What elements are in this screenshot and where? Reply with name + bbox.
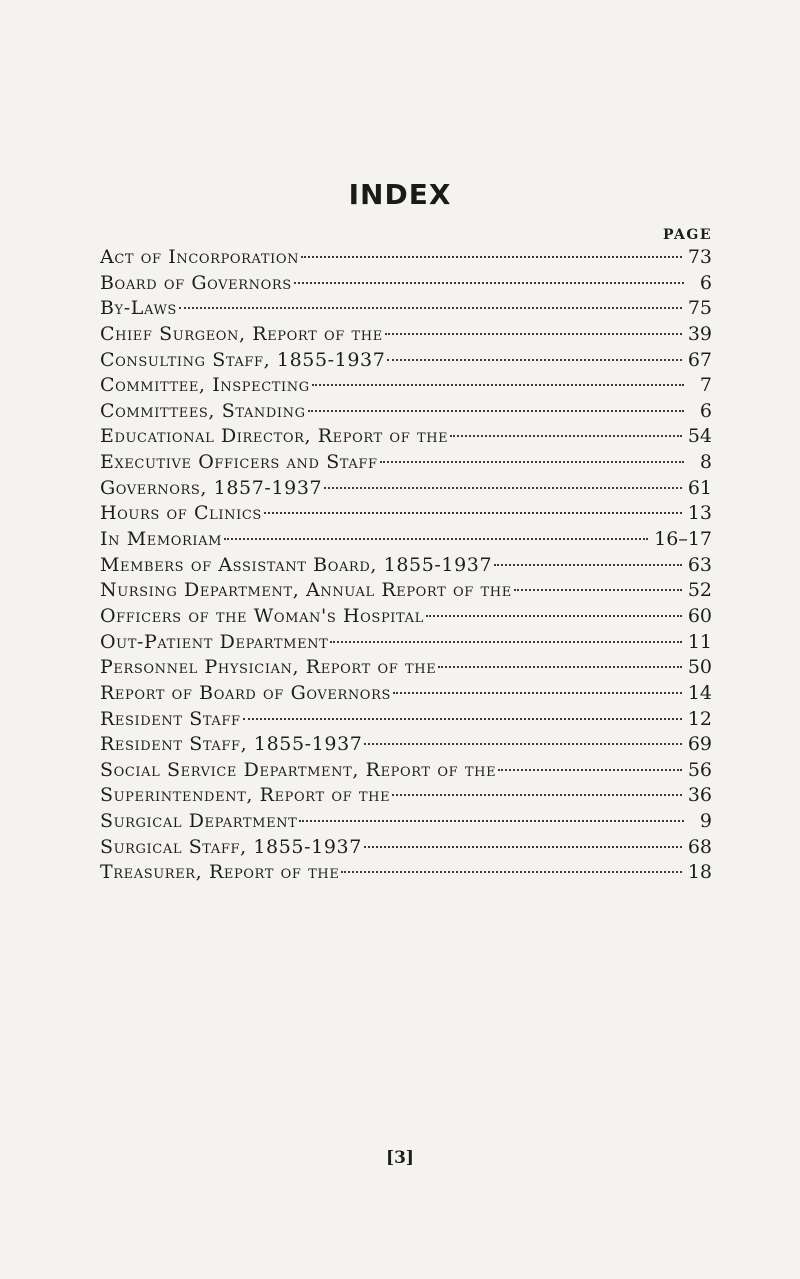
dot-leader <box>294 281 684 284</box>
dot-leader <box>498 768 682 771</box>
index-entry-label: Treasurer, Report of the <box>100 861 340 884</box>
index-entry-page: 16–17 <box>654 528 712 551</box>
index-entry-page: 50 <box>687 656 712 679</box>
index-entry-page: 75 <box>687 297 712 320</box>
dot-leader <box>179 306 682 309</box>
index-entry-page: 56 <box>687 758 712 781</box>
dot-leader <box>341 870 681 873</box>
index-entry <box>100 631 712 657</box>
index-entry-page: 14 <box>687 681 712 704</box>
index-entry-page: 7 <box>699 374 712 397</box>
index-entry <box>100 246 712 272</box>
page-number: [3] <box>386 1148 414 1168</box>
index-entry-label: Report of Board of Governors <box>100 681 391 704</box>
index-entry-page: 67 <box>687 348 712 371</box>
index-entry-label: By-Laws <box>100 297 177 320</box>
index-entry <box>100 451 712 477</box>
index-entry-label: Governors, 1857-1937 <box>100 476 323 499</box>
index-entry <box>100 810 712 836</box>
dot-leader <box>264 511 682 514</box>
index-entry-label: Consulting Staff, 1855-1937 <box>100 348 386 371</box>
dot-leader <box>426 614 682 617</box>
index-entry-label: Board of Governors <box>100 271 292 294</box>
index-entry-label: Members of Assistant Board, 1855-1937 <box>100 553 493 576</box>
dot-leader <box>364 845 682 848</box>
index-entry-page: 54 <box>687 425 712 448</box>
index-entry-label: Executive Officers and Staff <box>100 451 378 474</box>
dot-leader <box>450 434 682 437</box>
index-entry-label: Educational Director, Report of the <box>100 425 449 448</box>
index-entry-label: Hours of Clinics <box>100 502 262 525</box>
dot-leader <box>387 358 681 361</box>
index-entry-label: Resident Staff, 1855-1937 <box>100 733 363 756</box>
index-entry <box>100 759 712 785</box>
index-entry-label: Committees, Standing <box>100 399 306 422</box>
index-entry-label: Nursing Department, Annual Report of the <box>100 579 512 602</box>
index-entry <box>100 323 712 349</box>
index-list <box>100 246 712 887</box>
dot-leader <box>243 717 682 720</box>
index-entry <box>100 477 712 503</box>
index-entry-label: Social Service Department, Report of the <box>100 758 497 781</box>
index-entry <box>100 374 712 400</box>
index-entry-page: 68 <box>687 835 712 858</box>
index-entry <box>100 349 712 375</box>
index-entry-page: 60 <box>687 604 712 627</box>
index-entry-page: 13 <box>687 502 712 525</box>
dot-leader <box>312 383 684 386</box>
dot-leader <box>380 460 684 463</box>
dot-leader <box>438 665 682 668</box>
dot-leader <box>301 255 682 258</box>
index-entry-label: Surgical Department <box>100 810 298 833</box>
index-entry-label: Out-Patient Department <box>100 630 329 653</box>
page-title: INDEX <box>348 178 452 211</box>
index-entry-page: 11 <box>687 630 712 653</box>
index-entry <box>100 554 712 580</box>
dot-leader <box>364 742 681 745</box>
index-entry <box>100 425 712 451</box>
index-entry <box>100 502 712 528</box>
page-column-label: PAGE <box>663 227 712 243</box>
index-entry-page: 9 <box>699 810 712 833</box>
index-entry-page: 6 <box>699 399 712 422</box>
index-entry <box>100 528 712 554</box>
index-entry <box>100 708 712 734</box>
index-entry-page: 61 <box>687 476 712 499</box>
index-entry-label: Committee, Inspecting <box>100 374 310 397</box>
index-entry-label: Surgical Staff, 1855-1937 <box>100 835 362 858</box>
index-entry-page: 6 <box>699 271 712 294</box>
index-entry-page: 18 <box>687 861 712 884</box>
dot-leader <box>393 691 682 694</box>
dot-leader <box>324 486 682 489</box>
index-entry-page: 8 <box>699 451 712 474</box>
index-entry <box>100 656 712 682</box>
index-entry <box>100 272 712 298</box>
index-entry-label: Personnel Physician, Report of the <box>100 656 437 679</box>
index-entry-label: Superintendent, Report of the <box>100 784 391 807</box>
index-entry-page: 69 <box>687 733 712 756</box>
index-entry-page: 73 <box>687 246 712 268</box>
index-entry <box>100 297 712 323</box>
index-entry-page: 12 <box>687 707 712 730</box>
index-entry <box>100 733 712 759</box>
index-entry <box>100 400 712 426</box>
index-entry <box>100 861 712 887</box>
dot-leader <box>514 588 682 591</box>
dot-leader <box>224 537 648 540</box>
dot-leader <box>494 563 682 566</box>
index-entry <box>100 605 712 631</box>
index-entry-label: Resident Staff <box>100 707 241 730</box>
dot-leader <box>299 819 684 822</box>
index-entry-page: 52 <box>687 579 712 602</box>
dot-leader <box>330 640 681 643</box>
index-entry-page: 36 <box>687 784 712 807</box>
index-entry <box>100 836 712 862</box>
dot-leader <box>385 332 682 335</box>
index-entry <box>100 682 712 708</box>
index-entry-label: Act of Incorporation <box>100 246 300 268</box>
index-entry-label: In Memoriam <box>100 528 223 551</box>
index-entry-page: 63 <box>687 553 712 576</box>
index-entry-label: Chief Surgeon, Report of the <box>100 322 383 345</box>
index-entry-page: 39 <box>687 322 712 345</box>
index-entry-label: Officers of the Woman's Hospital <box>100 604 424 627</box>
dot-leader <box>308 409 684 412</box>
dot-leader <box>392 793 682 796</box>
index-entry <box>100 579 712 605</box>
index-entry <box>100 784 712 810</box>
